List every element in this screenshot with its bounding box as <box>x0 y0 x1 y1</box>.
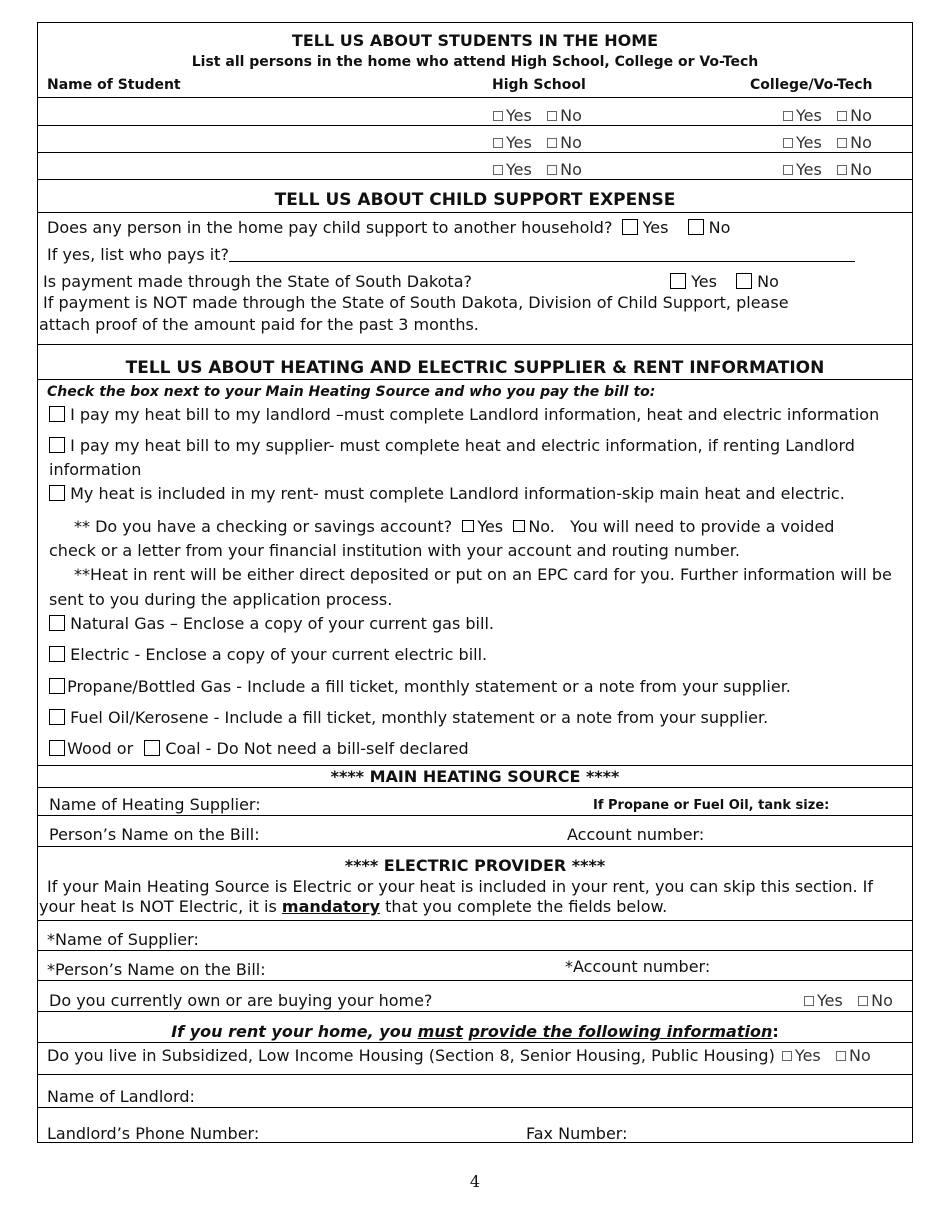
state-payment-yes-checkbox[interactable] <box>670 273 686 289</box>
divider <box>38 1074 912 1075</box>
electric-account-label: *Account number: <box>565 957 711 976</box>
wood-checkbox[interactable] <box>49 740 65 756</box>
student-1-hs-yes-checkbox[interactable] <box>493 111 503 121</box>
student-name-header: Name of Student <box>47 77 181 93</box>
divider <box>38 815 912 816</box>
divider <box>38 1042 912 1043</box>
student-3-hs-yes-checkbox[interactable] <box>493 165 503 175</box>
student-3-college-yes-checkbox[interactable] <box>783 165 793 175</box>
electric-provider-title: **** ELECTRIC PROVIDER **** <box>344 856 606 875</box>
application-form <box>37 22 913 1143</box>
main-heating-title: **** MAIN HEATING SOURCE **** <box>330 767 620 786</box>
child-support-who-pays: If yes, list who pays it? <box>47 245 855 265</box>
college-header: College/Vo-Tech <box>750 77 873 93</box>
students-section-title: TELL US ABOUT STUDENTS IN THE HOME <box>291 31 659 50</box>
landlord-phone-label: Landlord’s Phone Number: <box>47 1124 260 1143</box>
heating-section-title: TELL US ABOUT HEATING AND ELECTRIC SUPPLIER & RENT INFORMATION <box>125 358 825 378</box>
divider <box>38 787 912 788</box>
heating-account-label: Account number: <box>567 825 705 844</box>
account-question: ** Do you have a checking or savings account? Yes No. You will need to provide a voided <box>74 517 835 536</box>
divider <box>38 950 912 951</box>
natural-gas-checkbox[interactable] <box>49 615 65 631</box>
own-home-yes-checkbox[interactable] <box>804 996 814 1006</box>
pay-supplier-checkbox[interactable] <box>49 437 65 453</box>
divider <box>38 344 912 345</box>
state-payment-no-checkbox[interactable] <box>736 273 752 289</box>
heating-supplier-label: Name of Heating Supplier: <box>49 795 261 814</box>
epc-note-2: sent to you during the application process. <box>49 590 393 609</box>
electric-note-1: If your Main Heating Source is Electric or your heat is included in your rent, you can skip this section. If <box>47 877 874 896</box>
own-home-options: Yes No <box>804 991 893 1011</box>
student-2-college-no-checkbox[interactable] <box>837 138 847 148</box>
heating-person-label: Person’s Name on the Bill: <box>49 825 260 844</box>
divider <box>38 1107 912 1108</box>
student-3-hs-options: Yes No <box>493 160 582 180</box>
child-support-section-title: TELL US ABOUT CHILD SUPPORT EXPENSE <box>274 190 676 210</box>
child-support-no-checkbox[interactable] <box>688 219 704 235</box>
pay-landlord-checkbox[interactable] <box>49 406 65 422</box>
divider <box>38 379 912 380</box>
divider <box>38 920 912 921</box>
divider <box>38 179 912 180</box>
subsidized-housing-question: Do you live in Subsidized, Low Income Housing (Section 8, Senior Housing, Public Housing) Yes No <box>47 1046 871 1065</box>
divider <box>38 765 912 766</box>
opt-pay-landlord: I pay my heat bill to my landlord –must complete Landlord information, heat and electric information <box>49 405 879 425</box>
rent-section-header: If you rent your home, you must provide the following information: <box>171 1022 779 1041</box>
opt-pay-supplier-cont: information <box>49 460 142 479</box>
mandatory-text: mandatory <box>281 897 380 916</box>
page-number: 4 <box>469 1172 481 1191</box>
student-3-college-no-checkbox[interactable] <box>837 165 847 175</box>
fuel-electric: Electric - Enclose a copy of your current electric bill. <box>49 645 487 665</box>
divider <box>38 97 912 98</box>
student-1-college-options: Yes No <box>783 106 872 126</box>
students-subtitle: List all persons in the home who attend High School, College or Vo-Tech <box>191 54 759 70</box>
student-3-college-options: Yes No <box>783 160 872 180</box>
student-2-college-yes-checkbox[interactable] <box>783 138 793 148</box>
student-1-college-no-checkbox[interactable] <box>837 111 847 121</box>
landlord-fax-label: Fax Number: <box>526 1124 628 1143</box>
account-no-checkbox[interactable] <box>513 520 525 532</box>
electric-checkbox[interactable] <box>49 646 65 662</box>
fuel-propane: Propane/Bottled Gas - Include a fill ticket, monthly statement or a note from your supplier. <box>49 677 791 697</box>
heat-in-rent-checkbox[interactable] <box>49 485 65 501</box>
tank-size-label: If Propane or Fuel Oil, tank size: <box>593 798 830 813</box>
epc-note-1: **Heat in rent will be either direct deposited or put on an EPC card for you. Further information will be <box>74 565 892 584</box>
student-1-hs-no-checkbox[interactable] <box>547 111 557 121</box>
divider <box>38 212 912 213</box>
opt-pay-supplier: I pay my heat bill to my supplier- must complete heat and electric information, if renting Landlord <box>49 436 855 456</box>
divider <box>38 1011 912 1012</box>
student-2-hs-options: Yes No <box>493 133 582 153</box>
child-support-question: Does any person in the home pay child support to another household? Yes No <box>47 218 731 237</box>
fuel-wood-coal: Wood or Coal - Do Not need a bill-self declared <box>49 739 469 759</box>
subsidized-yes-checkbox[interactable] <box>782 1051 792 1061</box>
state-payment-options: Yes No <box>670 272 779 292</box>
electric-person-label: *Person’s Name on the Bill: <box>47 960 266 979</box>
fuel-oil: Fuel Oil/Kerosene - Include a fill ticket, monthly statement or a note from your supplier. <box>49 708 768 728</box>
state-payment-question: Is payment made through the State of South Dakota? <box>43 272 472 291</box>
heating-instruction: Check the box next to your Main Heating Source and who you pay the bill to: <box>47 384 656 400</box>
account-note: check or a letter from your financial institution with your account and routing number. <box>49 541 740 560</box>
subsidized-no-checkbox[interactable] <box>836 1051 846 1061</box>
fuel-natural-gas: Natural Gas – Enclose a copy of your current gas bill. <box>49 614 494 634</box>
high-school-header: High School <box>492 77 586 93</box>
who-pays-input-line[interactable] <box>229 247 855 262</box>
student-3-hs-no-checkbox[interactable] <box>547 165 557 175</box>
child-support-note-2: attach proof of the amount paid for the past 3 months. <box>39 315 479 334</box>
divider <box>38 846 912 847</box>
child-support-note-1: If payment is NOT made through the State of South Dakota, Division of Child Support, please <box>43 293 789 312</box>
student-2-hs-yes-checkbox[interactable] <box>493 138 503 148</box>
student-1-hs-options: Yes No <box>493 106 582 126</box>
account-yes-checkbox[interactable] <box>462 520 474 532</box>
electric-supplier-label: *Name of Supplier: <box>47 930 199 949</box>
divider <box>38 980 912 981</box>
student-2-college-options: Yes No <box>783 133 872 153</box>
child-support-yes-checkbox[interactable] <box>622 219 638 235</box>
divider <box>38 152 912 153</box>
student-1-college-yes-checkbox[interactable] <box>783 111 793 121</box>
own-home-question: Do you currently own or are buying your home? <box>49 991 433 1010</box>
coal-checkbox[interactable] <box>144 740 160 756</box>
student-2-hs-no-checkbox[interactable] <box>547 138 557 148</box>
electric-note-2: your heat Is NOT Electric, it is mandatory that you complete the fields below. <box>39 897 668 916</box>
divider <box>38 125 912 126</box>
fuel-oil-checkbox[interactable] <box>49 709 65 725</box>
opt-heat-in-rent: My heat is included in my rent- must complete Landlord information-skip main heat and electric. <box>49 484 845 504</box>
landlord-name-label: Name of Landlord: <box>47 1087 195 1106</box>
own-home-no-checkbox[interactable] <box>858 996 868 1006</box>
propane-checkbox[interactable] <box>49 678 65 694</box>
